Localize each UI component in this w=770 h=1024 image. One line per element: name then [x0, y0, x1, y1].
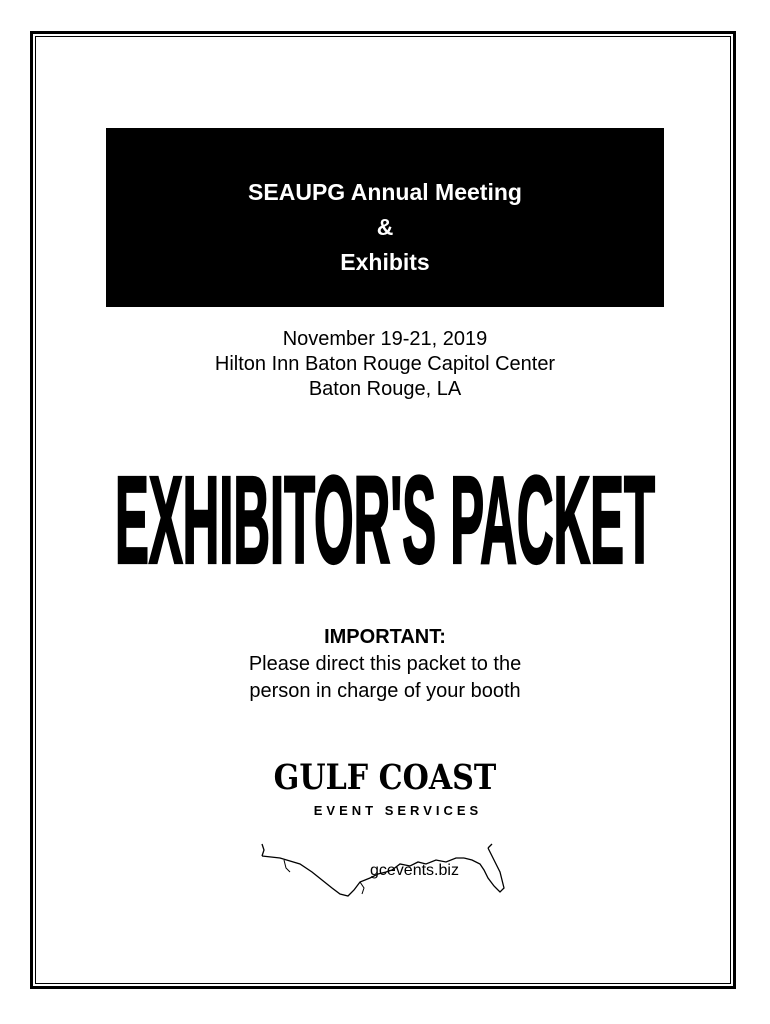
event-venue: Hilton Inn Baton Rouge Capitol Center [214, 353, 556, 375]
important-notice [106, 624, 664, 705]
banner-subtitle: Exhibits [340, 249, 430, 275]
important-heading: IMPORTANT: [324, 626, 446, 648]
banner-title: SEAUPG Annual Meeting [248, 179, 522, 205]
gulf-coast-logo [250, 758, 520, 898]
notice-line-1: Please direct this packet to the [248, 653, 522, 675]
event-dates: November 19-21, 2019 [282, 328, 488, 350]
logo-website: gcevents.biz [370, 862, 459, 879]
logo-tagline: EVENT SERVICES [313, 803, 483, 818]
event-info [106, 327, 664, 402]
event-city: Baton Rouge, LA [308, 378, 462, 400]
logo-name: GULF COAST [273, 757, 497, 798]
exhibitors-packet-text: EXHIBITOR'S PACKET [114, 449, 655, 590]
banner-ampersand: & [376, 214, 394, 240]
exhibitors-packet-title [100, 445, 670, 595]
notice-line-2: person in charge of your booth [249, 680, 521, 702]
title-banner [106, 128, 664, 307]
